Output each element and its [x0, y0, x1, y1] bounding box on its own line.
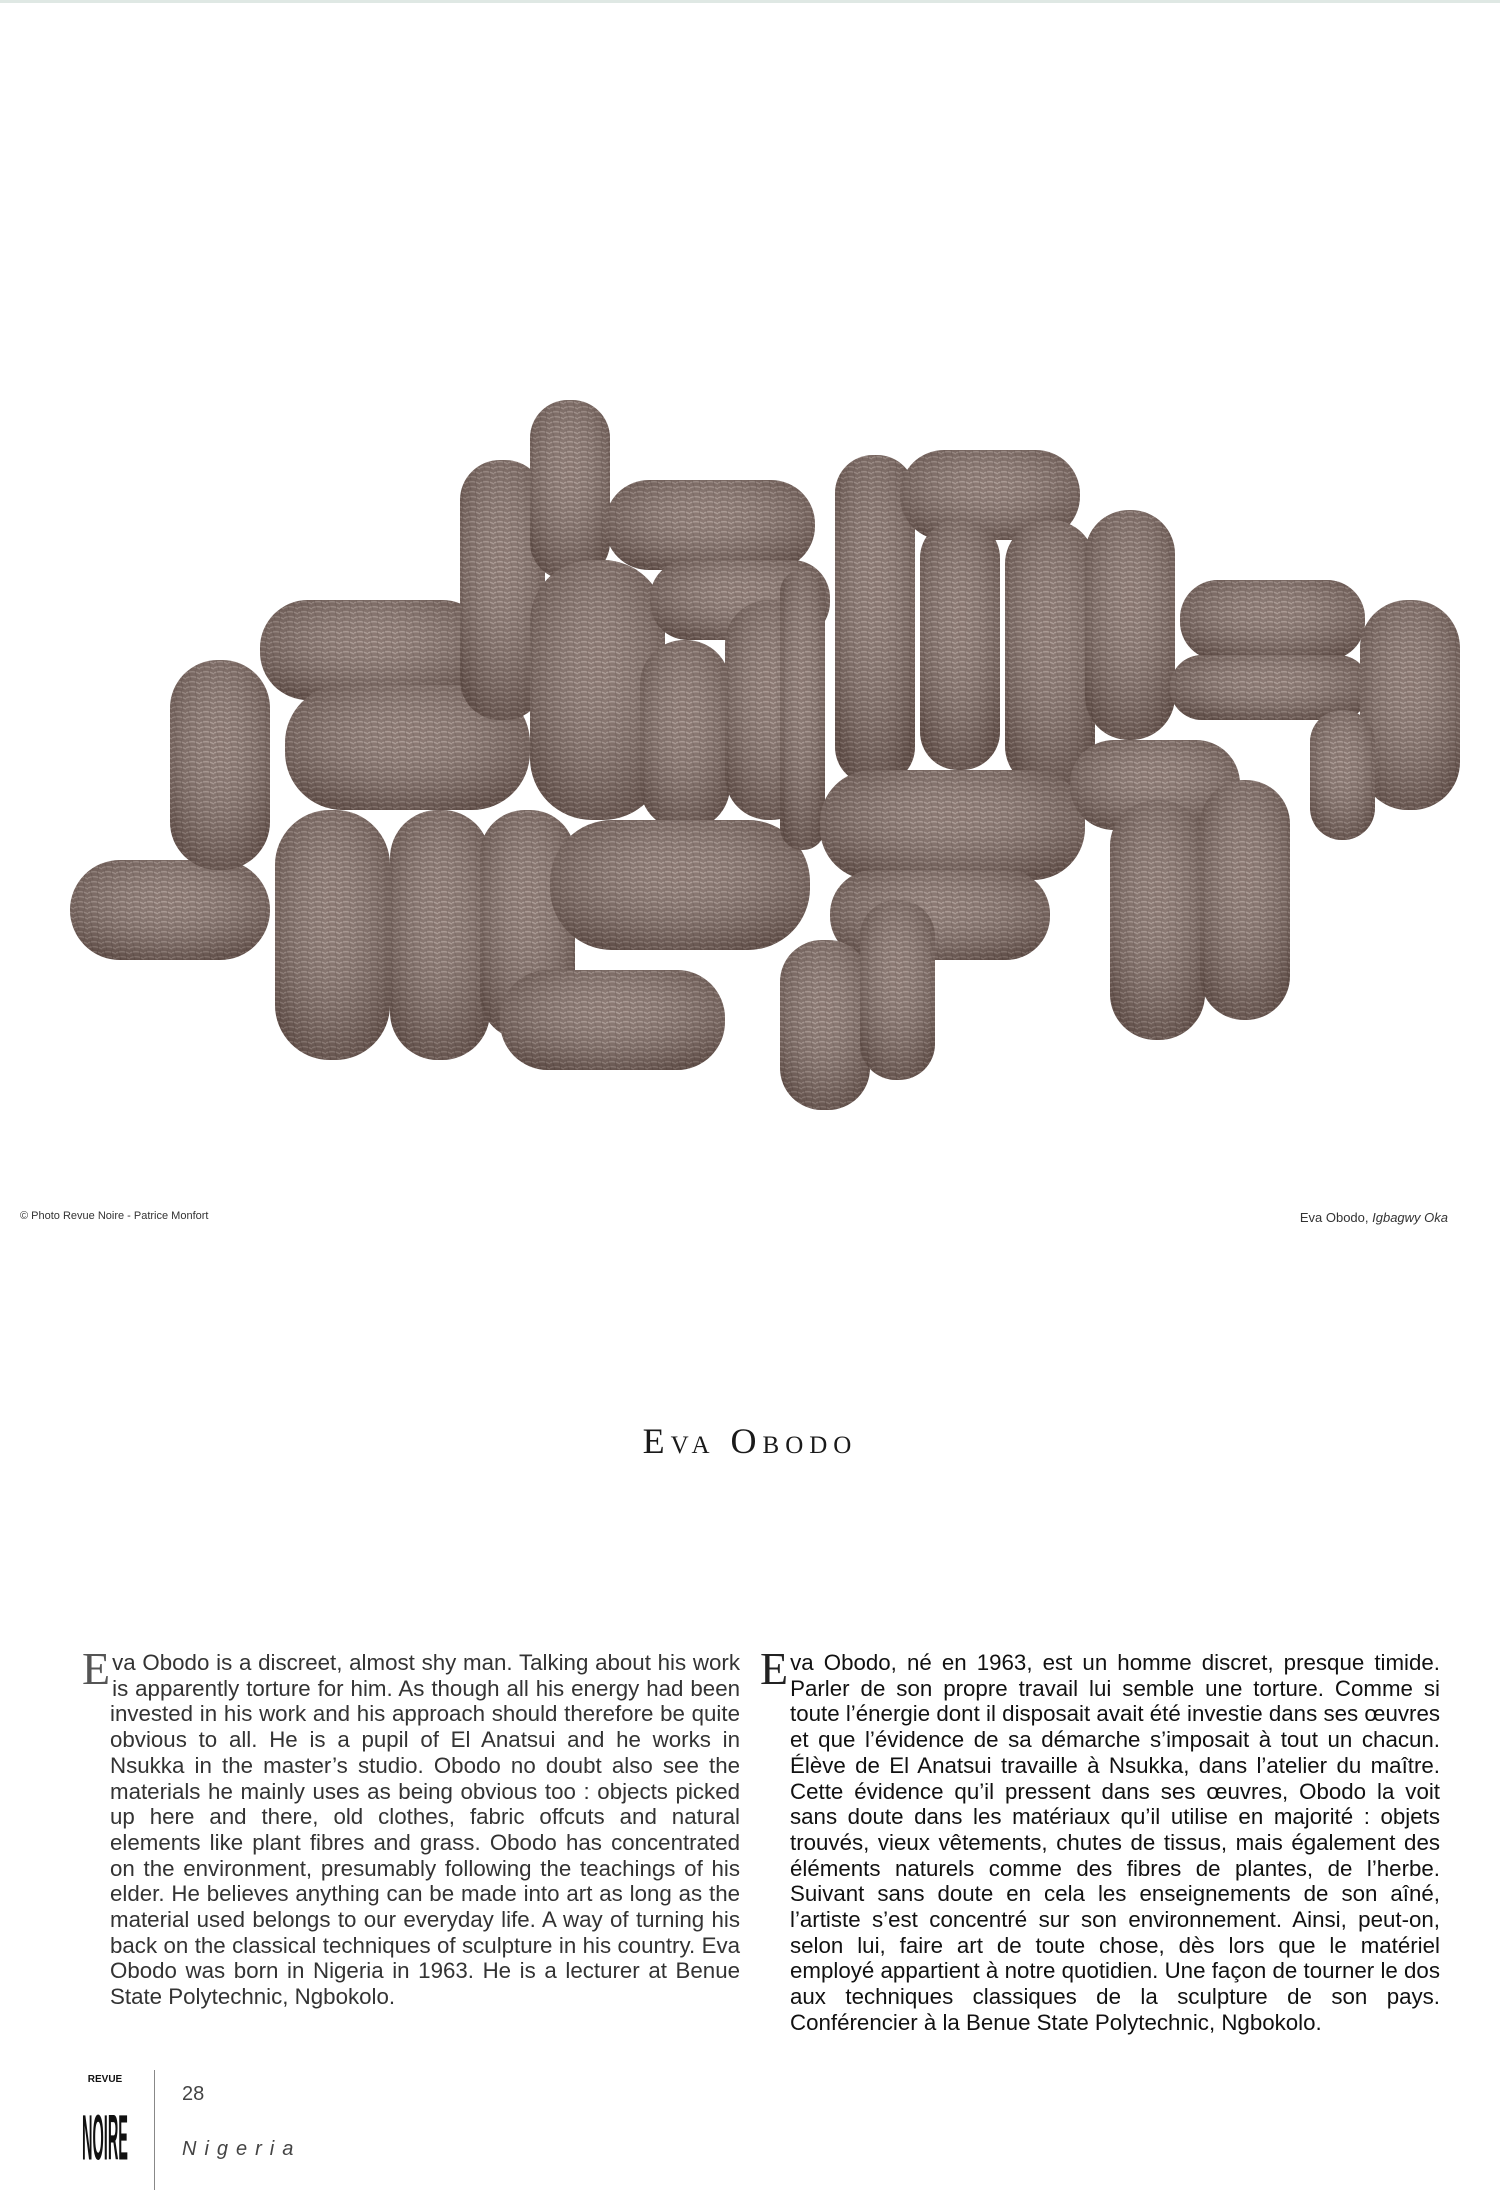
english-dropcap: E [82, 1643, 111, 1694]
artwork-caption [1300, 1210, 1448, 1225]
article-title: Eva Obodo [642, 1421, 858, 1461]
french-text-column [760, 1643, 1440, 2036]
french-body: va Obodo, né en 1963, est un homme discret, presque timide. Parler de son propre travail lui semble une torture. Comme si toute l’énergie dont il disposait avait été investie dans ses œuvres et que l’évidence de sa démarche s’imposait à tout un chacun. Élève de El Anatsui travaille à Nsukka, dans l’atelier du maître. Cette évidence qu’il pressent dans ses œuvres, Obodo la voit sans doute dans les matériaux qu’il utilise en majorité : objets trouvés, vieux vêtements, chutes de tissus, mais également des éléments naturels comme des fibres de plantes, de l’herbe. Suivant sans doute en cela les enseignements de son aîné, l’artiste s’est concentré sur son environnement. Ainsi, peut-on, selon lui, faire art de toute chose, dès lors que le matériel employé appartient à notre quotidien. Une façon de tourner le dos aux techniques classiques de la sculpture de son pays. Conférencier à la Benue State Polytechnic, Ngbokolo. [790, 1650, 1440, 2035]
revue-noire-logo [80, 2070, 130, 2180]
logo-text-main: NOIRE [82, 2103, 128, 2174]
logo-text-top: REVUE [87, 2074, 123, 2085]
artwork-photo [60, 380, 1480, 1120]
fibre-bundles [70, 400, 1460, 1110]
photo-credit: © Photo Revue Noire - Patrice Monfort [20, 1210, 209, 1222]
section-name: Nigeria [182, 2138, 302, 2160]
caption-artist: Eva Obodo, [1299, 1210, 1369, 1225]
top-rule [0, 0, 1500, 3]
page-number: 28 [182, 2083, 205, 2105]
caption-work-title: Igbagwy Oka [1372, 1210, 1448, 1225]
footer-divider [154, 2070, 155, 2190]
english-text-column [82, 1643, 740, 2010]
english-body: va Obodo is a discreet, almost shy man. Talking about his work is apparently torture for him. As though all his energy had been invested in his work and his approach should therefore be quite obvious to all. He is a pupil of El Anatsui and he works in Nsukka in the master’s studio. Obodo no doubt also see the materials he mainly uses as being obvious too : objects picked up here and there, old clothes, fabric offcuts and natural elements like plant fibres and grass. Obodo has concentrated on the environment, presumably following the teachings of his elder. He believes anything can be made into art as long as the material used belongs to our everyday life. A way of turning his back on the classical techniques of sculpture in his country. Eva Obodo was born in Nigeria in 1963. He is a lecturer at Benue State Polytechnic, Ngbokolo. [110, 1650, 740, 2010]
french-dropcap: E [760, 1643, 789, 1694]
